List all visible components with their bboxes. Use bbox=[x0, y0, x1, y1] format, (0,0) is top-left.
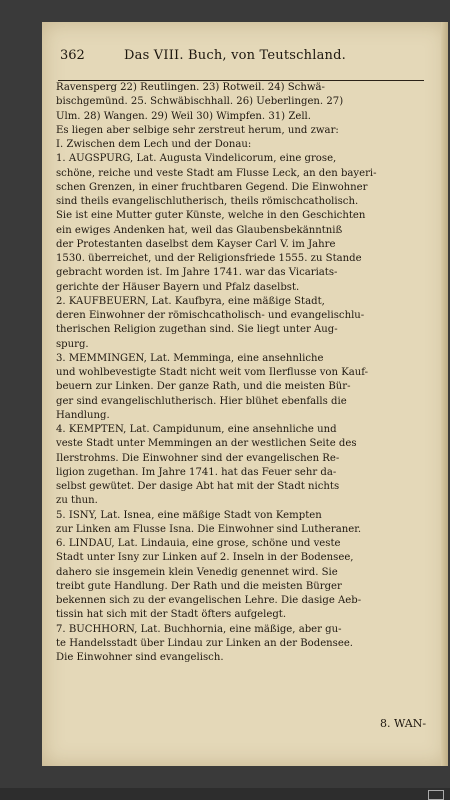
body-text bbox=[56, 81, 434, 665]
text-line: deren Einwohner der römischcatholisch- und evangelischlu- bbox=[56, 310, 365, 321]
text-line: beuern zur Linken. Der ganze Rath, und die meisten Bür- bbox=[56, 381, 351, 393]
text-line: und wohlbevestigte Stadt nicht weit vom Ilerflusse von Kauf- bbox=[56, 367, 369, 378]
text-line: der Protestanten daselbst dem Kayser Carl V. im Jahre bbox=[56, 238, 336, 250]
text-line: zur Linken am Flusse Isna. Die Einwohner sind Lutheraner. bbox=[56, 523, 362, 535]
text-line: ein ewiges Andenken hat, weil das Glaubensbekänntniß bbox=[56, 224, 343, 236]
text-line: treibt gute Handlung. Der Rath und die meisten Bürger bbox=[56, 580, 342, 592]
text-line: 6. LINDAU, Lat. Lindauia, eine grose, schöne und veste bbox=[56, 538, 341, 549]
text-line: 7. BUCHHORN, Lat. Buchhornia, eine mäßige, aber gu- bbox=[56, 623, 342, 635]
text-line: dahero sie insgemein klein Venedig genennet wird. Sie bbox=[56, 566, 338, 578]
text-line: therischen Religion zugethan sind. Sie liegt unter Aug- bbox=[56, 324, 338, 336]
text-line: Ulm. 28) Wangen. 29) Weil 30) Wimpfen. 31) Zell. bbox=[56, 110, 311, 122]
text-line: spurg. bbox=[56, 338, 89, 350]
text-line: I. Zwischen dem Lech und der Donau: bbox=[56, 139, 252, 150]
text-line: Die Einwohner sind evangelisch. bbox=[56, 652, 224, 663]
page-header bbox=[54, 48, 432, 66]
text-line: gerichte der Häuser Bayern und Pfalz daselbst. bbox=[56, 281, 300, 293]
text-line: selbst gewütet. Der dasige Abt hat mit der Stadt nichts bbox=[56, 481, 340, 492]
text-line: veste Stadt unter Memmingen an der westlichen Seite des bbox=[56, 438, 357, 450]
text-line: te Handelsstadt über Lindau zur Linken an der Bodensee. bbox=[56, 637, 354, 649]
book-page bbox=[42, 22, 448, 766]
text-line: schen Grenzen, in einer fruchtbaren Gegend. Die Einwohner bbox=[56, 181, 368, 193]
text-line: Sie ist eine Mutter guter Künste, welche in den Geschichten bbox=[56, 210, 366, 222]
running-head: Das VIII. Buch, von Teutschland. bbox=[124, 48, 346, 63]
text-line: tissin hat sich mit der Stadt öfters aufgelegt. bbox=[56, 609, 287, 621]
text-line: Es liegen aber selbige sehr zerstreut herum, und zwar: bbox=[56, 124, 339, 136]
viewer-footer bbox=[0, 788, 450, 800]
page-edge bbox=[441, 22, 448, 766]
text-line: bischgemünd. 25. Schwäbischhall. 26) Ueberlingen. 27) bbox=[56, 96, 344, 108]
text-line: 5. ISNY, Lat. Isnea, eine mäßige Stadt von Kempten bbox=[56, 509, 322, 521]
text-line: bekennen sich zu der evangelischen Lehre. Die dasige Aeb- bbox=[56, 595, 362, 606]
catchword: 8. WAN- bbox=[380, 717, 427, 730]
text-line: schöne, reiche und veste Stadt am Flusse Leck, an den bayeri- bbox=[56, 167, 377, 179]
text-line: 4. KEMPTEN, Lat. Campidunum, eine ansehnliche und bbox=[56, 424, 337, 435]
text-line: 1530. überreichet, und der Religionsfriede 1555. zu Stande bbox=[56, 253, 362, 264]
footer-logo-icon bbox=[428, 790, 444, 800]
text-line: Ravensperg 22) Reutlingen. 23) Rotweil. 24) Schwä- bbox=[56, 82, 325, 93]
text-line: Handlung. bbox=[56, 409, 110, 421]
text-line: gebracht worden ist. Im Jahre 1741. war das Vicariats- bbox=[56, 267, 338, 279]
text-line: ger sind evangelischlutherisch. Hier blühet ebenfalls die bbox=[56, 395, 347, 407]
page-number: 362 bbox=[60, 48, 85, 63]
text-line: 2. KAUFBEUERN, Lat. Kaufbyra, eine mäßige Stadt, bbox=[56, 295, 325, 307]
text-line: Ilerstrohms. Die Einwohner sind der evangelischen Re- bbox=[56, 452, 340, 464]
text-line: 1. AUGSPURG, Lat. Augusta Vindelicorum, eine grose, bbox=[56, 153, 337, 165]
text-line: Stadt unter Isny zur Linken auf 2. Inseln in der Bodensee, bbox=[56, 552, 354, 564]
text-line: zu thun. bbox=[56, 495, 98, 507]
text-line: 3. MEMMINGEN, Lat. Memminga, eine ansehnliche bbox=[56, 352, 324, 364]
text-line: ligion zugethan. Im Jahre 1741. hat das Feuer sehr da- bbox=[56, 466, 337, 478]
text-line: sind theils evangelischlutherisch, theils römischcatholisch. bbox=[56, 196, 359, 207]
